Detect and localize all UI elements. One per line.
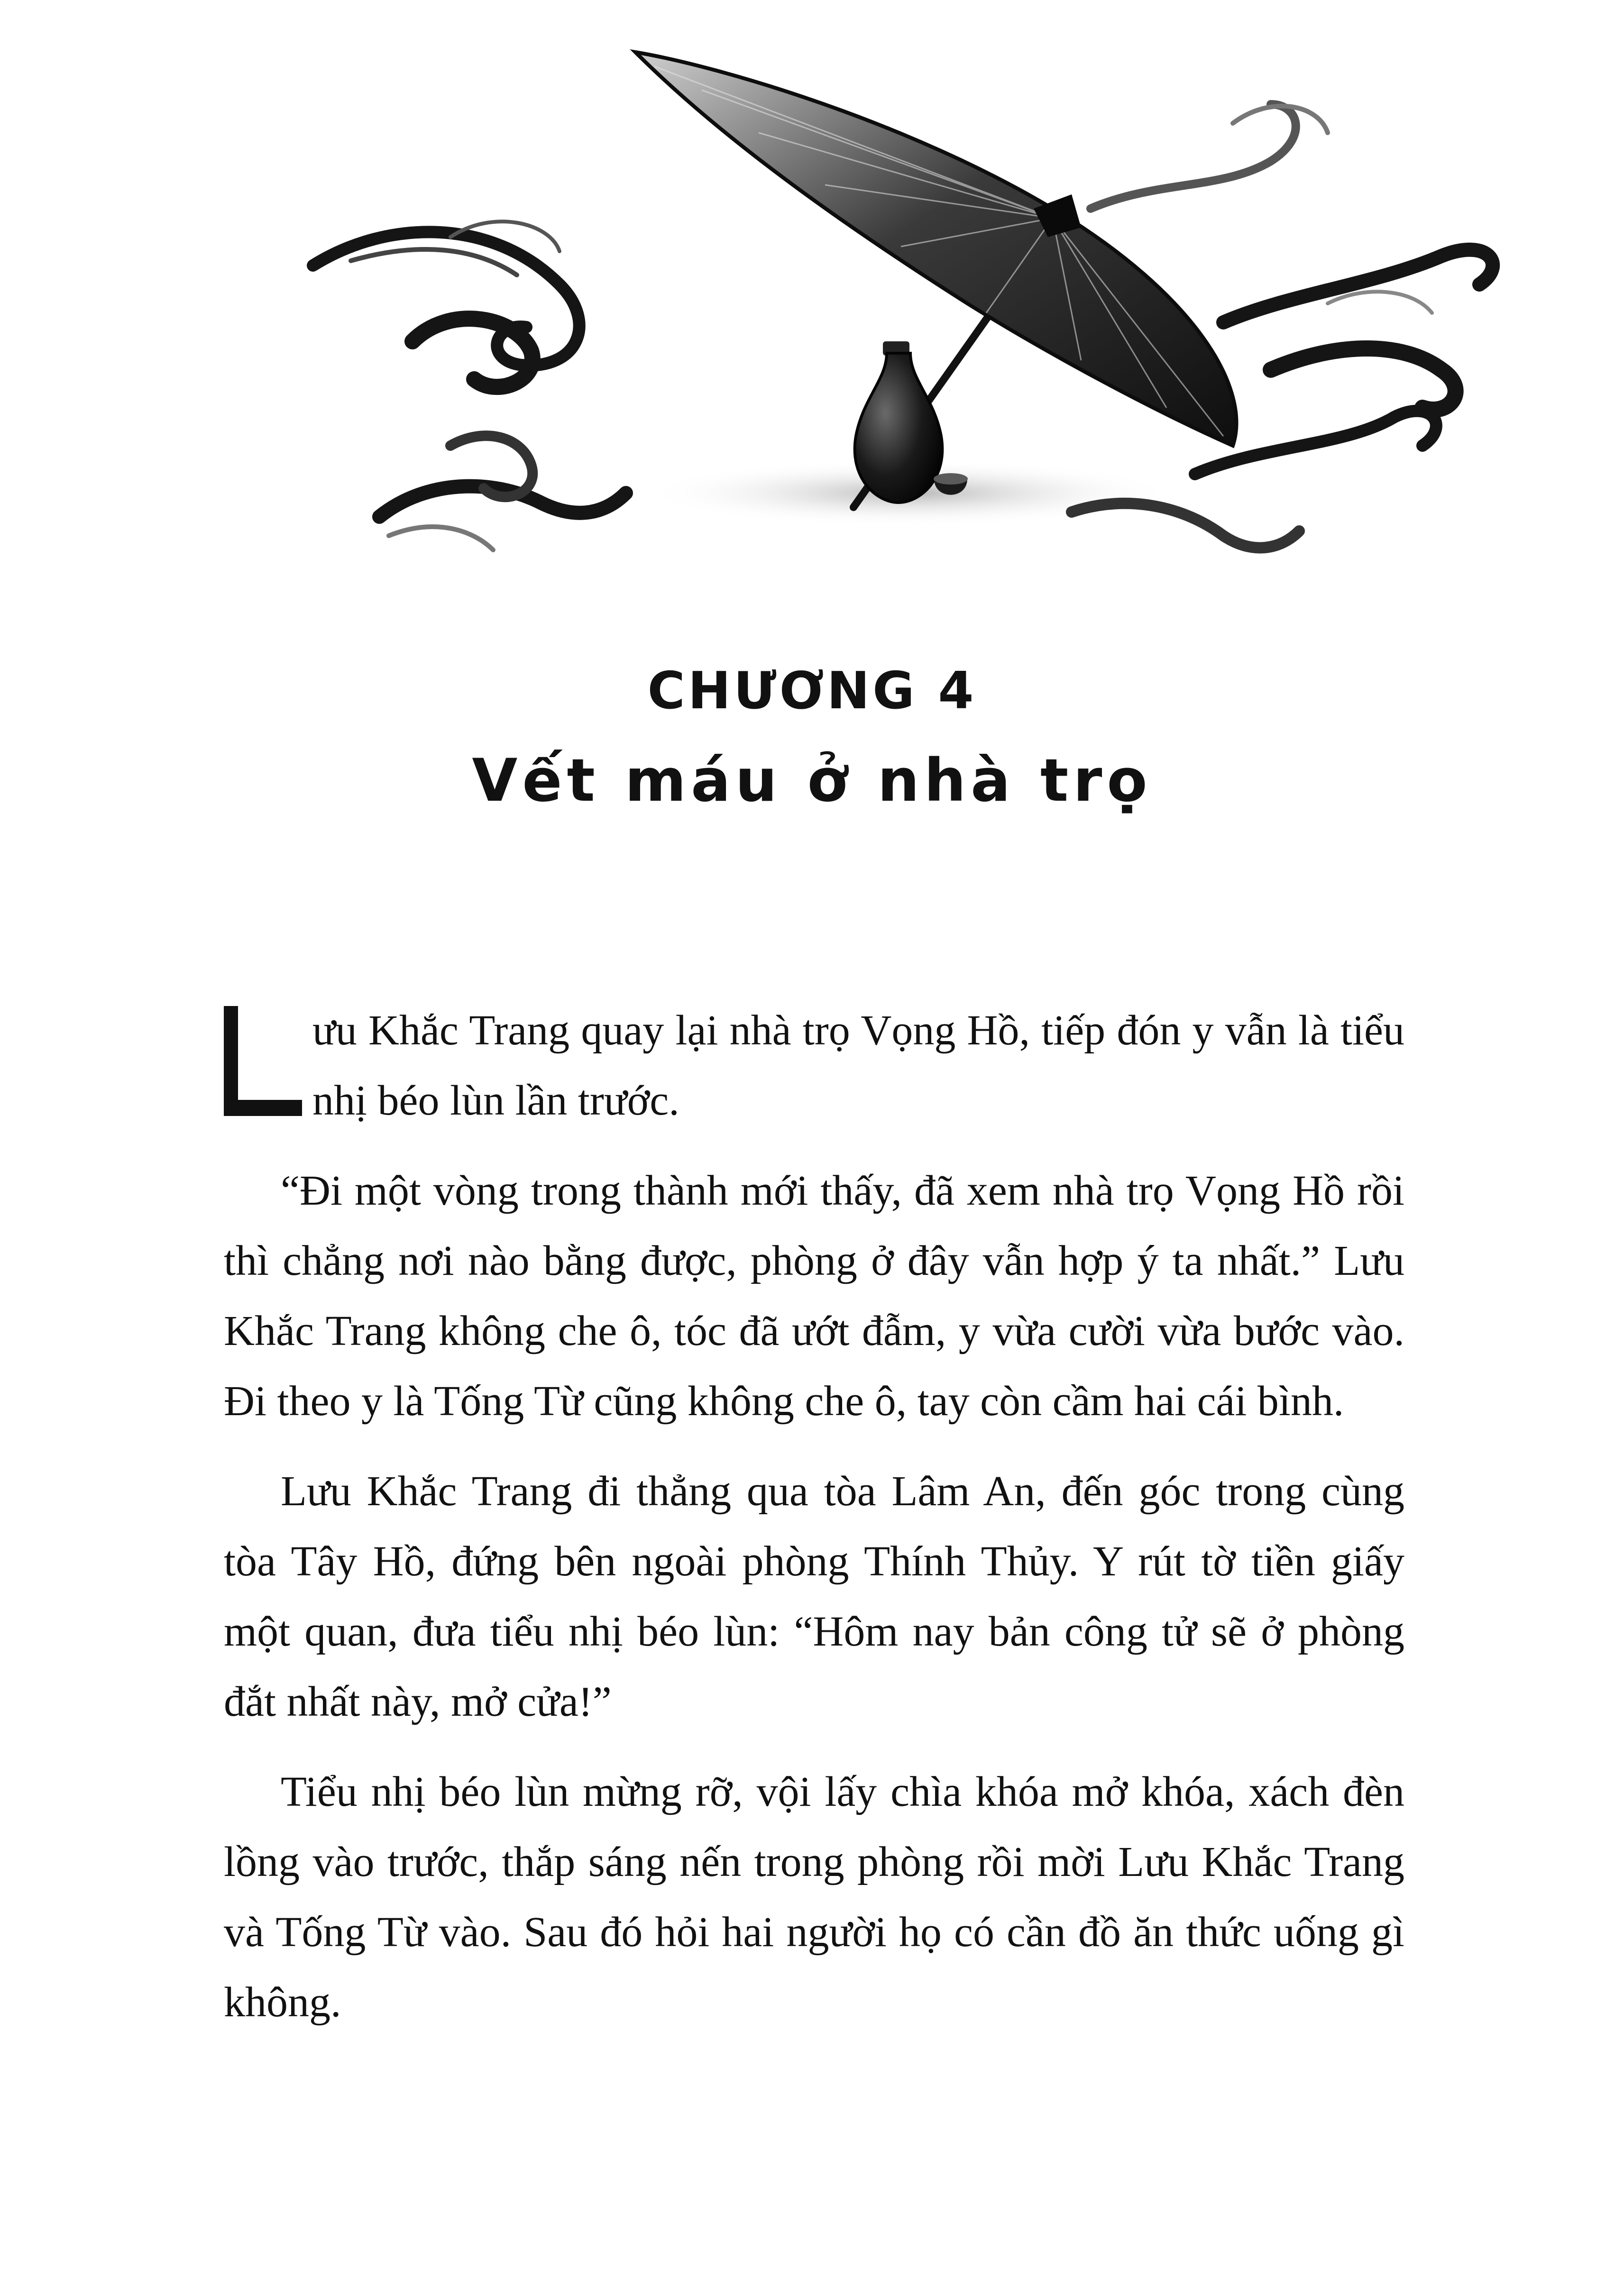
paragraph: Lưu Khắc Trang đi thẳng qua tòa Lâm An, đến góc trong cùng tòa Tây Hồ, đứng bên ngoài phòng Thính Thủy. Y rút tờ tiền giấy một quan, đưa tiểu nhị béo lùn: “Hôm nay bản công tử sẽ ở phòng đắt nhất này, mở cửa!” <box>224 1468 1404 1725</box>
left-cloud-swirls <box>313 221 626 550</box>
wine-jar <box>855 341 943 503</box>
paragraph-text: ưu Khắc Trang quay lại nhà trọ Vọng Hồ, tiếp đón y vẫn là tiểu nhị béo lùn lần trước. <box>312 1007 1404 1124</box>
chapter-number: CHƯƠNG 4 <box>647 661 977 721</box>
chapter-body <box>224 996 1404 2058</box>
chapter-header-illustration <box>294 38 1546 574</box>
paragraph <box>224 996 1404 1136</box>
dropcap <box>224 1006 302 1116</box>
paragraph: “Đi một vòng trong thành mới thấy, đã xem nhà trọ Vọng Hồ rồi thì chẳng nơi nào bằng được, phòng ở đây vẫn hợp ý ta nhất.” Lưu Khắc Trang không che ô, tóc đã ướt đẫm, y vừa cười vừa bước vào. Đi theo y là Tống Từ cũng không che ô, tay còn cầm hai cái bình. <box>224 1167 1404 1425</box>
paragraph: Tiểu nhị béo lùn mừng rỡ, vội lấy chìa khóa mở khóa, xách đèn lồng vào trước, thắp sáng nến trong phòng rồi mời Lưu Khắc Trang và Tống Từ vào. Sau đó hỏi hai người họ có cần đồ ăn thức uống gì không. <box>224 1768 1404 2026</box>
chapter-title: Vết máu ở nhà trọ <box>472 747 1152 815</box>
dropcap-glyph <box>224 1006 302 1116</box>
